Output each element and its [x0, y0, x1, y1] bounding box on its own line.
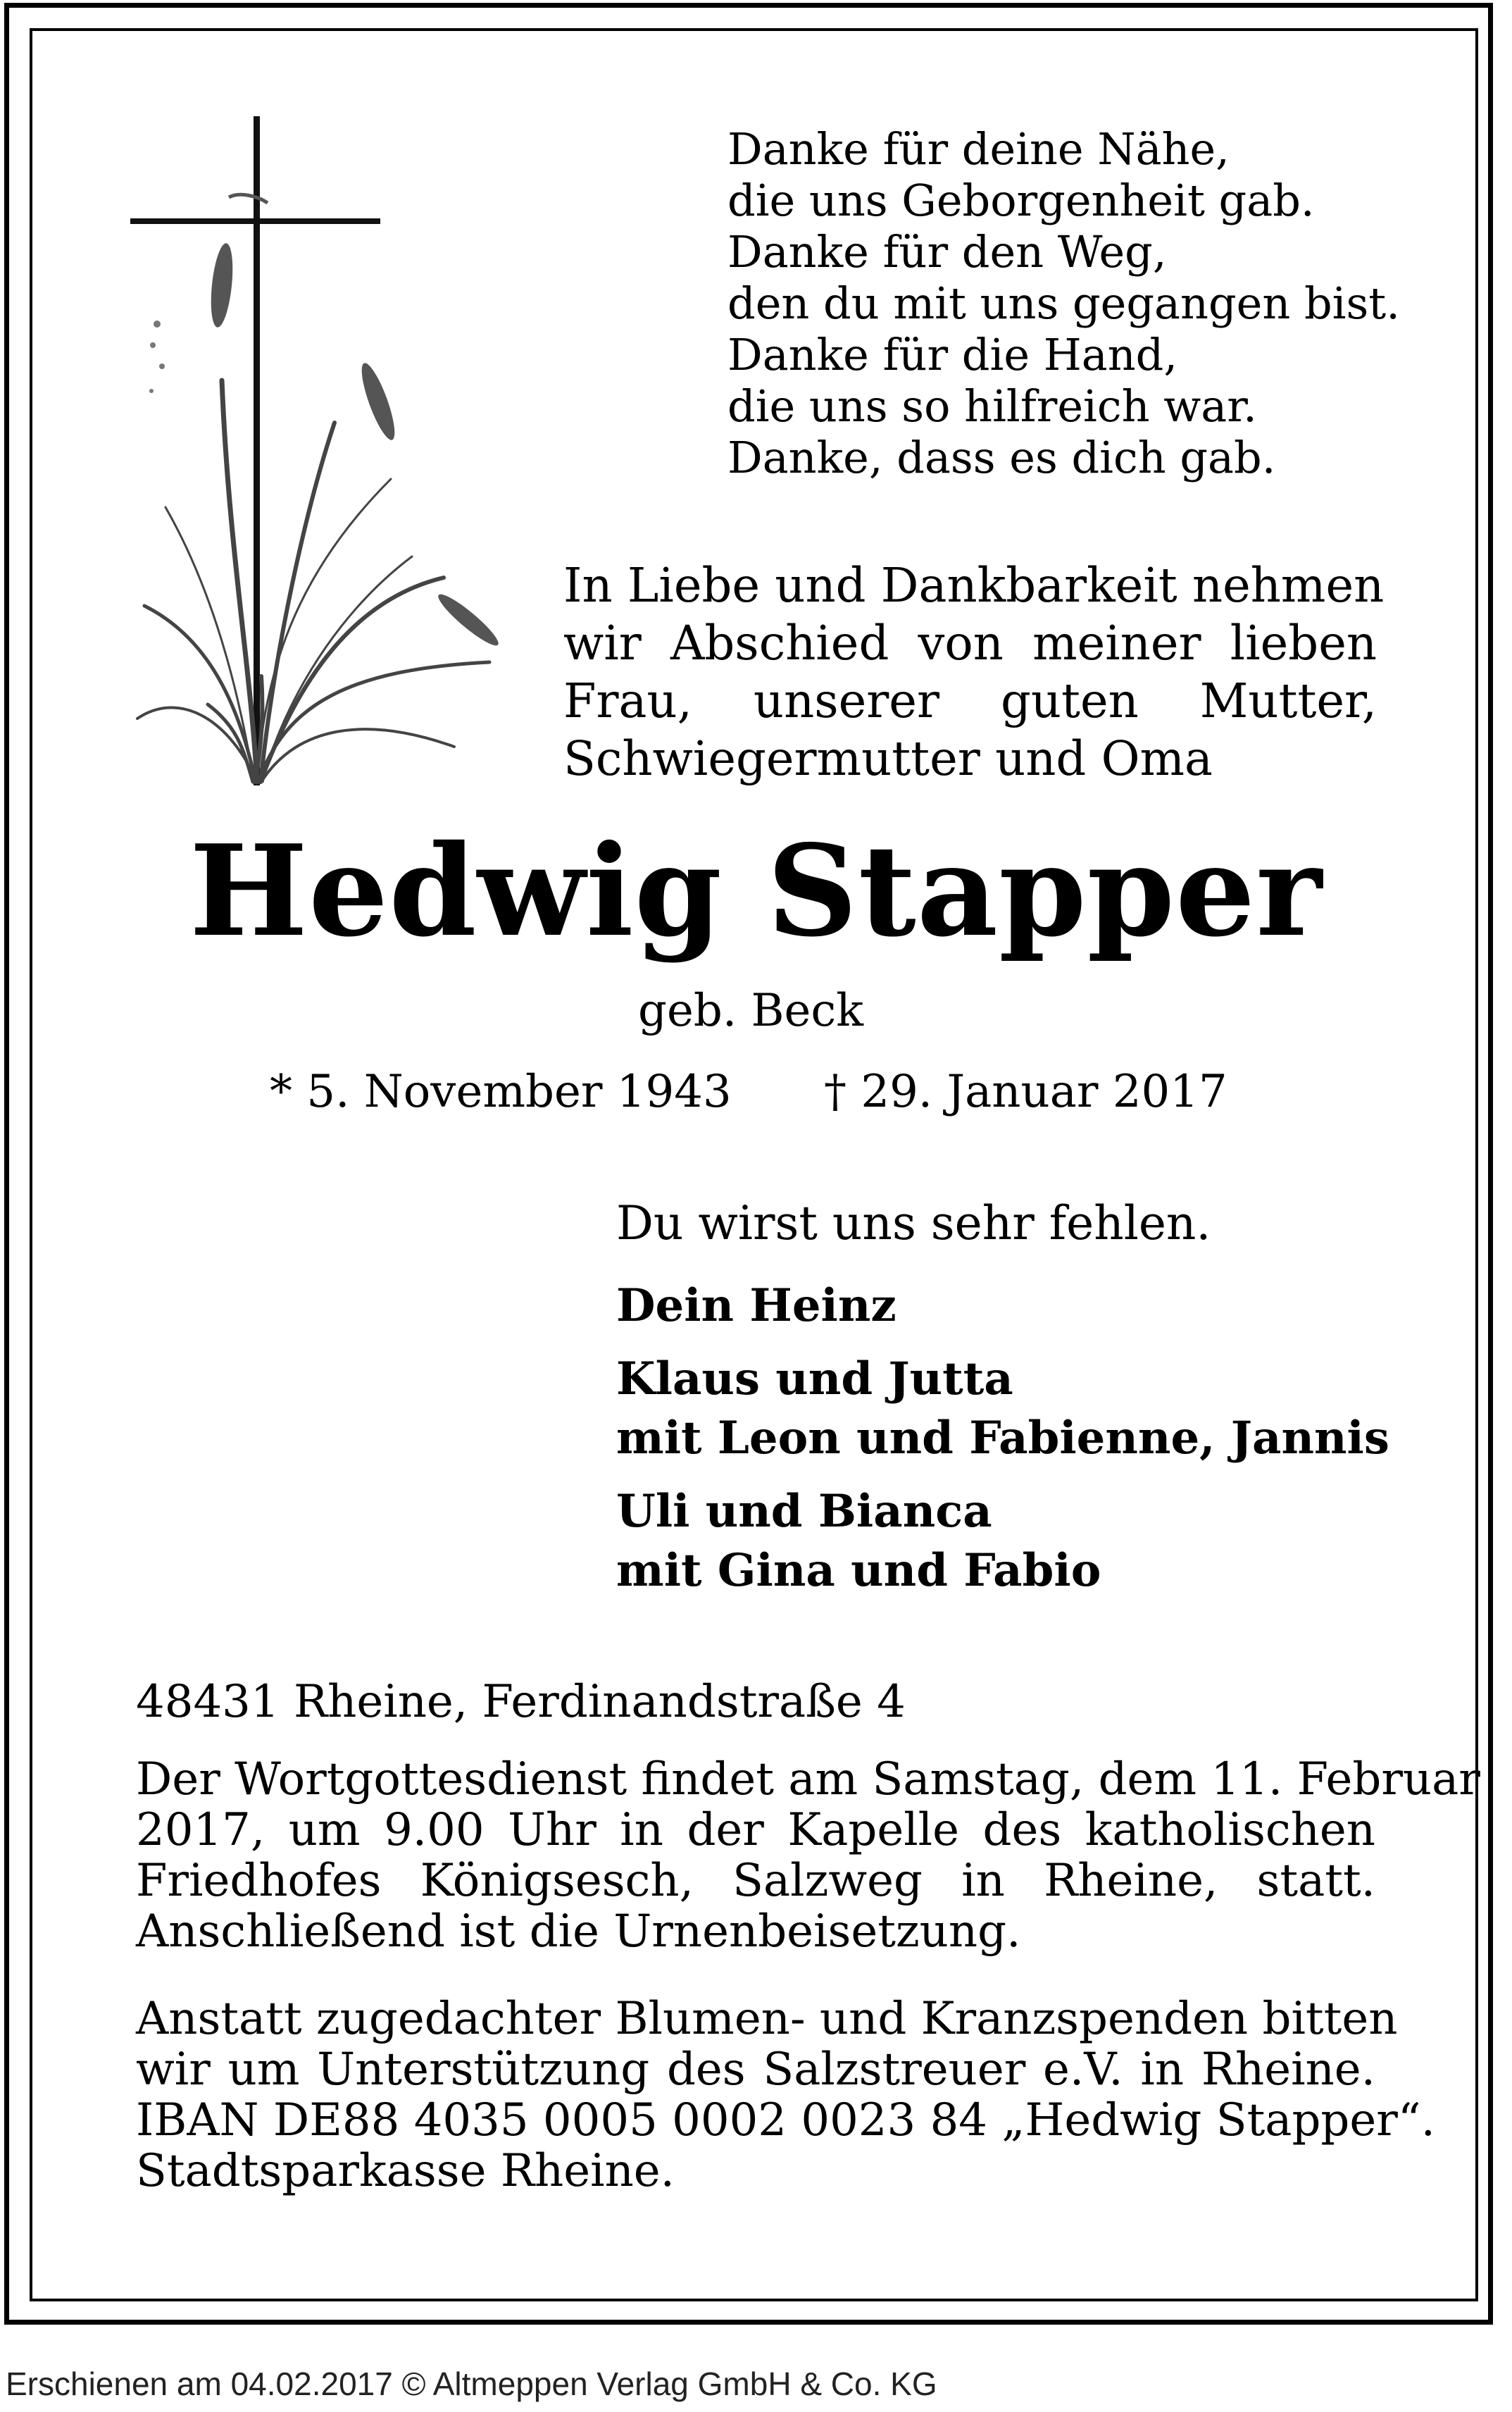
service-line: Der Wortgottesdienst findet am Samstag, dem 11. Februar — [136, 1753, 1480, 1805]
death-date: † 29. Januar 2017 — [824, 1066, 1227, 1118]
cross-with-grass-icon — [123, 113, 504, 789]
donation-line: Anstatt zugedachter Blumen- und Kranzspenden bitten — [136, 1993, 1398, 2045]
intro-text — [563, 557, 1385, 788]
publication-footer: Erschienen am 04.02.2017 © Altmeppen Verlag GmbH & Co. KG — [6, 2366, 937, 2402]
donation-line: Stadtsparkasse Rheine. — [136, 2145, 675, 2197]
birth-date: * 5. November 1943 — [270, 1066, 732, 1118]
poem-line: Danke, dass es dich gab. — [727, 432, 1276, 483]
farewell-line: Du wirst uns sehr fehlen. — [616, 1196, 1211, 1250]
donation-paragraph — [136, 1993, 1435, 2197]
intro-line: Schwiegermutter und Oma — [563, 731, 1213, 786]
mourner-group — [616, 1482, 1389, 1600]
intro-line: In Liebe und Dankbarkeit nehmen — [563, 558, 1385, 613]
mourner-line: mit Leon und Fabienne, Jannis — [616, 1412, 1389, 1465]
maiden-name: geb. Beck — [638, 985, 864, 1037]
deceased-name: Hedwig Stapper — [189, 817, 1323, 964]
mourners-list — [616, 1276, 1389, 1615]
donation-line: wir um Unterstützung des Salzstreuer e.V. in Rheine. — [136, 2044, 1375, 2096]
address: 48431 Rheine, Ferdinandstraße 4 — [136, 1676, 906, 1728]
poem-line: die uns so hilfreich war. — [727, 380, 1257, 432]
intro-line: wir Abschied von meiner lieben — [563, 616, 1377, 671]
service-line: Anschließend ist die Urnenbeisetzung. — [136, 1906, 1021, 1958]
mourner-line: Uli und Bianca — [616, 1485, 992, 1538]
mourner-line: Dein Heinz — [616, 1279, 896, 1332]
poem-line: die uns Geborgenheit gab. — [727, 175, 1315, 226]
mourner-group — [616, 1276, 1389, 1336]
mourner-line: Klaus und Jutta — [616, 1353, 1013, 1405]
service-paragraph — [136, 1753, 1480, 1958]
poem-line: Danke für deine Nähe, — [727, 123, 1230, 175]
intro-line: Frau, unserer guten Mutter, — [563, 673, 1377, 728]
poem — [727, 123, 1400, 483]
poem-line: Danke für den Weg, — [727, 226, 1167, 278]
donation-line: IBAN DE88 4035 0005 0002 0023 84 „Hedwig Stapper“. — [136, 2094, 1435, 2146]
mourner-group — [616, 1350, 1389, 1468]
poem-line: den du mit uns gegangen bist. — [727, 278, 1400, 329]
mourner-line: mit Gina und Fabio — [616, 1544, 1101, 1597]
service-line: 2017, um 9.00 Uhr in der Kapelle des katholischen — [136, 1804, 1375, 1856]
poem-line: Danke für die Hand, — [727, 329, 1178, 380]
service-line: Friedhofes Königsesch, Salzweg in Rheine, statt. — [136, 1855, 1375, 1907]
